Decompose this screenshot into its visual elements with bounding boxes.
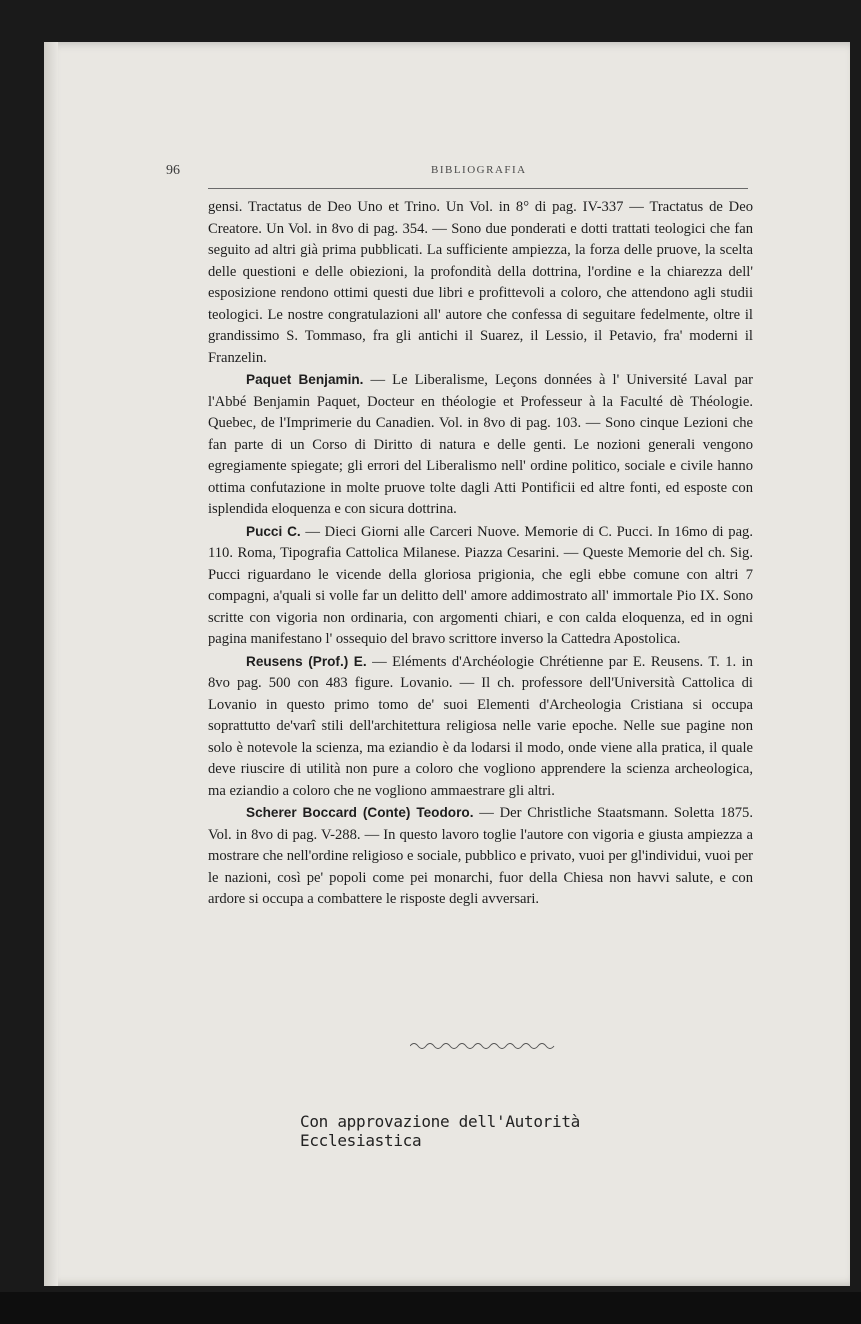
entry-author: Pucci C. xyxy=(246,523,301,539)
entry-text: — Dieci Giorni alle Carceri Nuove. Memorie di C. Pucci. In 16mo di pag. 110. Roma, Tipografia Cattolica Milanese. Piazza Cesarini. — Queste Memorie del ch. Sig. Pucci riguardano le vicende della gloriosa prigionia, che egli ebbe comune con altri 7 compagni, a'quali si volle far un delitto dell' amore addimostrato all' immortale Pio IX. Sono scritte con vigoria non ordinaria, con argomenti chiari, e con calda eloquenza, ed in ogni pagina manifestano l' ossequio del bravo scrittore inverso la Cattedra Apostolica. xyxy=(208,523,753,647)
wavy-rule-ornament xyxy=(410,1040,560,1052)
ecclesiastical-approval: Con approvazione dell'Autorità Ecclesiastica xyxy=(300,1112,580,1150)
entry-author: Scherer Boccard (Conte) Teodoro. xyxy=(246,805,474,820)
entry-author: Paquet Benjamin. xyxy=(246,372,364,387)
continuation-paragraph: gensi. Tractatus de Deo Uno et Trino. Un Vol. in 8° di pag. IV-337 — Tractatus de Deo Creatore. Un Vol. in 8vo di pag. 354. — Sono due ponderati e dotti trattati teologici che fan seguito ad altri già prima pubblicati. La sufficiente ampiezza, la forza delle pruove, la scelta delle questioni e delle obiezioni, la profondità della dottrina, l'ordine e la chiarezza dell' esposizione rendono ottimi questi due libri e profittevoli a coloro, che attendono agli studii teologici. Le nostre congratulazioni all' autore che confessa di seguitare fedelmente, oltre il grandissimo S. Tommaso, fra gli antichi il Suarez, il Lessio, il Petavio, fra' moderni il Franzelin. xyxy=(208,199,753,366)
entry-author: Reusens (Prof.) E. xyxy=(246,653,367,669)
scan-bottom-edge xyxy=(0,1292,861,1324)
page-number: 96 xyxy=(166,163,180,178)
running-title: BIBLIOGRAFIA xyxy=(431,164,527,176)
bibliography-entry xyxy=(208,369,753,521)
entry-text: — Le Liberalisme, Leçons données à l' Université Laval par l'Abbé Benjamin Paquet, Docteur en théologie et Professeur à la Faculté dè Théologie. Quebec, de l'Imprimerie du Canadien. Vol. in 8vo di pag. 103. — Sono cinque Lezioni che fan parte di un Corso di Diritto di natura e delle genti. Le nozioni generali vengono egregiamente spiegate; gli errori del Liberalismo nell' ordine politico, sociale e civile hanno ottima confutazione in molte pruove tolte dagli Atti Pontificii ed altre fonti, ed esposte con isplendida eloquenza e con sicura dottrina. xyxy=(208,372,754,517)
header-rule xyxy=(208,188,748,189)
bibliography-entry xyxy=(208,651,753,803)
entry-text: — Der Christliche Staatsmann. Soletta 1875. Vol. in 8vo di pag. V-288. — In questo lavoro toglie l'autore con vigoria e giusta ampiezza a mostrare che nell'ordine religioso e sociale, pubblico e privato, vuoi per gl'individui, vuoi per le nazioni, così pe' popoli come pei monarchi, fuor della Chiesa non havvi salute, e con ardore si occupa a combattere le risposte degli avversari. xyxy=(208,805,753,907)
bibliography-body xyxy=(208,197,753,911)
running-head xyxy=(166,161,751,183)
bibliography-entry xyxy=(208,802,753,911)
bibliography-entry xyxy=(208,521,753,651)
entry-text: — Eléments d'Archéologie Chrétienne par E. Reusens. T. 1. in 8vo pag. 500 con 483 figure. Lovanio. — Il ch. professore dell'Università Cattolica di Lovanio in questo primo tomo de' suoi Elementi d'Archeologia Cristiana si occupa soprattutto de'varî stili dell'architettura religiosa nelle varie epoche. Nelle sue pagine non solo è notevole la scienza, ma eziandio è da lodarsi il modo, onde viene alla pratica, il quale deve riuscire di utilità non pure a coloro che vogliono apprendere la scienza archeologica, ma eziandio a coloro che ne vogliono ammaestrare gli altri. xyxy=(208,653,753,799)
